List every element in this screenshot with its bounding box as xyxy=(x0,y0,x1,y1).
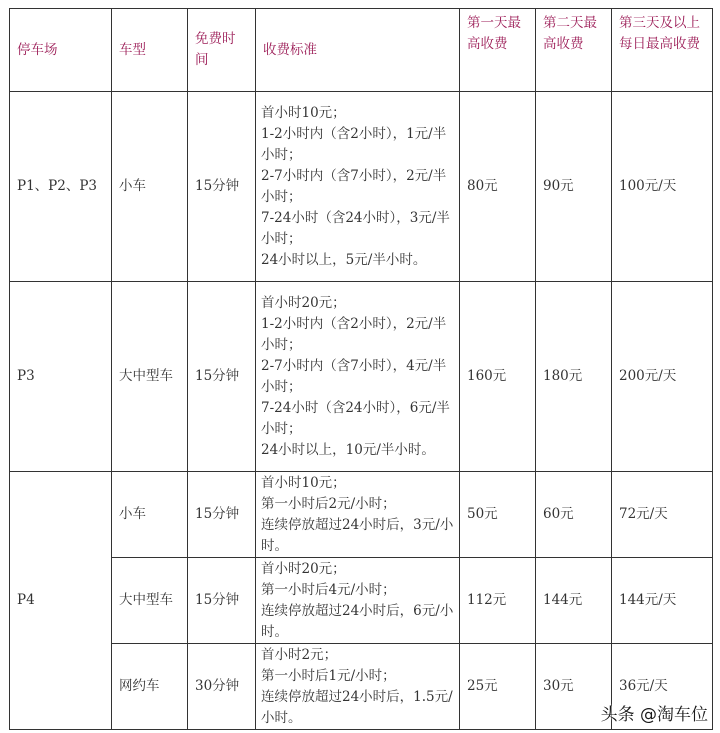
standard-line: 2-7小时内（含7小时），4元/半小时； xyxy=(261,357,447,395)
cell-standard xyxy=(256,92,460,282)
cell-day3: 144元/天 xyxy=(612,558,713,644)
header-free-time: 免费时间 xyxy=(188,9,256,92)
cell-day2: 90元 xyxy=(536,92,612,282)
cell-free: 15分钟 xyxy=(188,472,256,558)
cell-lot: P1、P2、P3 xyxy=(10,92,112,282)
cell-standard xyxy=(256,644,460,730)
cell-lot: P3 xyxy=(10,282,112,472)
cell-standard xyxy=(256,282,460,472)
header-type: 车型 xyxy=(112,9,188,92)
standard-line: 2-7小时内（含7小时），2元/半小时； xyxy=(261,167,447,205)
watermark: 头条 @淘车位 xyxy=(600,705,708,725)
cell-free: 15分钟 xyxy=(188,558,256,644)
standard-line: 连续停放超过24小时后，1.5元/小时。 xyxy=(261,688,453,726)
parking-fee-table xyxy=(9,8,713,730)
table-row xyxy=(10,92,713,282)
cell-day2: 180元 xyxy=(536,282,612,472)
cell-day3: 36元/天 xyxy=(612,644,713,730)
standard-line: 7-24小时（含24小时），3元/半小时； xyxy=(261,209,450,247)
standard-line: 7-24小时（含24小时），6元/半小时； xyxy=(261,399,450,437)
cell-day3: 200元/天 xyxy=(612,282,713,472)
standard-line: 首小时2元； xyxy=(261,646,338,663)
cell-day2: 144元 xyxy=(536,558,612,644)
standard-line: 24小时以上，10元/半小时。 xyxy=(261,441,435,458)
cell-free: 15分钟 xyxy=(188,92,256,282)
standard-line: 第一小时后2元/小时； xyxy=(261,495,396,512)
cell-day1: 160元 xyxy=(460,282,536,472)
cell-day1: 50元 xyxy=(460,472,536,558)
standard-line: 首小时10元； xyxy=(261,474,346,491)
cell-day2: 30元 xyxy=(536,644,612,730)
header-day2-max: 第二天最高收费 xyxy=(536,9,612,92)
header-day1-max: 第一天最高收费 xyxy=(460,9,536,92)
cell-standard xyxy=(256,558,460,644)
standard-line: 首小时20元； xyxy=(261,560,346,577)
standard-line: 1-2小时内（含2小时），1元/半小时； xyxy=(261,125,447,163)
standard-line: 首小时10元； xyxy=(261,104,346,121)
cell-day3: 100元/天 xyxy=(612,92,713,282)
standard-line: 第一小时后1元/小时； xyxy=(261,667,396,684)
standard-line: 第一小时后4元/小时； xyxy=(261,581,396,598)
cell-standard xyxy=(256,472,460,558)
table-row xyxy=(10,472,713,558)
cell-day1: 112元 xyxy=(460,558,536,644)
table-row xyxy=(10,282,713,472)
standard-line: 连续停放超过24小时后，6元/小时。 xyxy=(261,602,454,640)
cell-day1: 25元 xyxy=(460,644,536,730)
cell-free: 30分钟 xyxy=(188,644,256,730)
cell-type: 网约车 xyxy=(112,644,188,730)
standard-line: 1-2小时内（含2小时），2元/半小时； xyxy=(261,315,447,353)
cell-day2: 60元 xyxy=(536,472,612,558)
header-lot: 停车场 xyxy=(10,9,112,92)
standard-line: 24小时以上，5元/半小时。 xyxy=(261,251,427,268)
cell-lot: P4 xyxy=(10,472,112,730)
header-standard: 收费标准 xyxy=(256,9,460,92)
standard-line: 首小时20元； xyxy=(261,294,346,311)
cell-type: 大中型车 xyxy=(112,282,188,472)
cell-type: 小车 xyxy=(112,92,188,282)
cell-type: 大中型车 xyxy=(112,558,188,644)
table-row xyxy=(10,558,713,644)
header-day3-max: 第三天及以上每日最高收费 xyxy=(612,9,713,92)
cell-day3: 72元/天 xyxy=(612,472,713,558)
standard-line: 连续停放超过24小时后，3元/小时。 xyxy=(261,516,454,554)
cell-type: 小车 xyxy=(112,472,188,558)
cell-day1: 80元 xyxy=(460,92,536,282)
cell-free: 15分钟 xyxy=(188,282,256,472)
header-row xyxy=(10,9,713,92)
